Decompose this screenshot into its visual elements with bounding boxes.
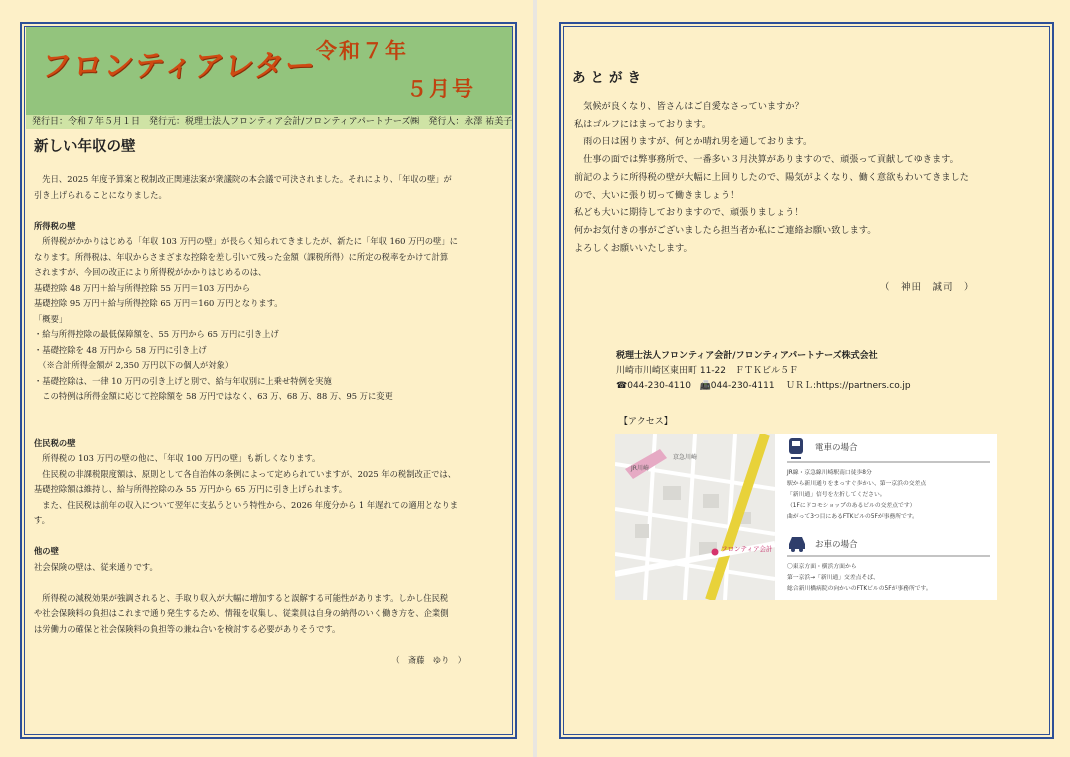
intro-line: 引き上げられることになりました。: [34, 189, 167, 200]
text-line: この特例は所得金額に応じて控除額を 58 万円ではなく、63 万、68 万、88 万、95 万に変更: [34, 391, 393, 401]
map-graphic: [615, 434, 997, 600]
map-label-office: フロンティア会計: [721, 545, 773, 553]
text-line: よろしくお願いいたします。: [574, 242, 693, 254]
car-line: 〇東京方面・横浜方面から: [787, 564, 857, 570]
text-line: 前記のように所得税の壁が大幅に上回りしたので、陽気がよくなり、働く意欲もわいてきました: [574, 171, 969, 183]
publication-info: 発行日：令和７年５月１日 発行元：税理士法人フロンティア会計/フロンティアパートナーズ㈱ 発行人：永澤 祐美子: [26, 115, 512, 129]
text-line: 基礎控除額は維持し、給与所得控除のみ 55 万円から 65 万円に引き上げられます。: [34, 484, 348, 494]
afterword-heading: あとがき: [572, 70, 646, 86]
train-line: 曲がって3つ目にあるFTKビルの5Fが事務所です。: [787, 514, 918, 520]
article-body: [34, 172, 506, 668]
newsletter-logo: フロンティアレター: [39, 49, 318, 84]
masthead: [26, 27, 512, 115]
access-label: 【アクセス】: [619, 417, 673, 427]
car-line: 総合新川橋病院の向かいのFTKビルの5Fが事務所です。: [787, 586, 932, 592]
text-line: は労働力の確保と社会保険料の負担等の兼ね合いを検討する必要がありそうです。: [34, 623, 341, 634]
contact-line: [616, 379, 911, 394]
text-line: 何かお気付きの事がございましたら担当者か私にご連絡お願い致します。: [574, 224, 877, 236]
text-line: 私ども大いに期待しておりますので、頑張りましょう！: [574, 207, 804, 219]
text-line: す。: [34, 515, 50, 525]
train-line: 「新川通」信号を左折してください。: [787, 492, 886, 498]
issue-era: 令和７年: [316, 39, 408, 63]
office-marker-icon: [712, 549, 719, 556]
company-address: 川崎市川崎区東田町 11-22 ＦＴＫビル５Ｆ: [616, 366, 799, 376]
text-line: また、住民税は前年の収入について翌年に支払うという特性から、2026 年度分から 1 年遅れての適用となりま: [34, 499, 459, 510]
section-title-resident-tax: 住民税の壁: [34, 437, 76, 448]
train-line: 駅から新川通りをまっすぐ歩かい、第一京浜の交差点: [787, 481, 927, 487]
text-line: されますが、今回の改正により所得税がかかりはじめるのは、: [34, 267, 267, 277]
car-title: お車の場合: [815, 540, 858, 550]
train-line: （1Fにドコモショップのあるビルの交差点です）: [787, 503, 916, 509]
intro-line: 先日、2025 年度予算案と税制改正関連法案が衆議院の本会議で可決されました。それにより、「年収の壁」が: [34, 174, 452, 184]
text-line: 仕事の面では弊事務所で、一番多い３月決算がありますので、頑張って貢献してゆきます。: [574, 154, 959, 166]
map-label-jr: JR川崎: [631, 465, 649, 472]
text-line: ・基礎控除は、一律 10 万円の引き上げと別で、給与年収別に上乗せ特例を実施: [34, 375, 332, 386]
car-line: 第一京浜→「新川通」交差点そば、: [787, 575, 879, 581]
text-line: なります。所得税は、年収からさまざまな控除を差し引いて残った金額（課税所得）に所定の税率をかけて計算: [34, 251, 449, 262]
text-line: ・給与所得控除の最低保障額を、55 万円から 65 万円に引き上げ: [34, 329, 279, 339]
text-line: 所得税がかかりはじめる「年収 103 万円の壁」が長らく知られてきましたが、新たに「年収 160 万円の壁」に: [34, 236, 458, 246]
text-line: （※合計所得金額が 2,350 万円以下の個人が対象）: [34, 360, 234, 370]
text-line: 「概要」: [34, 313, 68, 324]
text-line: や社会保険料の負担はこれまで通り発生するため、情報を収集し、従業員は自身の納得のいく働き方を、企業側: [34, 608, 449, 618]
map-label-keikyu: 京急川崎: [673, 454, 698, 461]
text-line: 基礎控除 95 万円＋給与所得控除 65 万円＝160 万円となります。: [34, 298, 283, 308]
text-line: 気候が良くなり、皆さんはご自愛なさっていますか？: [574, 101, 804, 112]
fax-icon: 📠: [699, 381, 711, 391]
text-line: ので、大いに張り切って働きましょう！: [574, 189, 740, 201]
article-title: 新しい年収の壁: [34, 139, 136, 155]
section-title-other: 他の壁: [34, 546, 59, 556]
text-line: 所得税の 103 万円の壁の他に、「年収 100 万円の壁」も新しくなります。: [34, 453, 321, 463]
afterword-author: （ 神田 誠司 ）: [880, 282, 975, 293]
company-name: 税理士法人フロンティア会計/フロンティアパートナーズ株式会社: [616, 351, 878, 361]
train-title: 電車の場合: [815, 443, 858, 453]
phone-number: 044-230-4110: [627, 381, 691, 391]
text-line: 住民税の非課税限度額は、原則として各自治体の条例によって定められていますが、2025 年の税制改正では、: [34, 468, 457, 479]
car-directions: [787, 562, 932, 592]
text-line: 私はゴルフにはまっております。: [574, 118, 712, 130]
website-url[interactable]: ＵＲＬ:https://partners.co.jp: [786, 381, 911, 391]
text-line: 基礎控除 48 万円＋給与所得控除 55 万円＝103 万円から: [34, 282, 251, 293]
train-directions: [786, 468, 926, 520]
text-line: ・基礎控除を 48 万円から 58 万円に引き上げ: [34, 344, 207, 355]
text-line: 所得税の減税効果が強調されると、手取り収入が大幅に増加すると誤解する可能性があります。しかし住民税: [34, 592, 449, 603]
phone-icon: ☎: [616, 381, 628, 391]
article-author: （ 斎藤 ゆり ）: [391, 654, 466, 665]
train-icon: [789, 438, 803, 458]
company-info: [616, 349, 911, 394]
afterword-body: [574, 98, 994, 257]
issue-month: ５月号: [406, 77, 475, 101]
section-title-income-tax: 所得税の壁: [34, 220, 76, 231]
access-map: [615, 434, 997, 600]
fax-number: 044-230-4111: [710, 381, 775, 391]
text-line: 雨の日は困りますが、何とか晴れ男を通しております。: [574, 136, 813, 148]
car-icon: [789, 537, 805, 552]
train-line: JR線・京急線川崎駅南口徒歩8分: [787, 470, 872, 476]
text-line: 社会保険の壁は、従来通りです。: [34, 561, 158, 572]
